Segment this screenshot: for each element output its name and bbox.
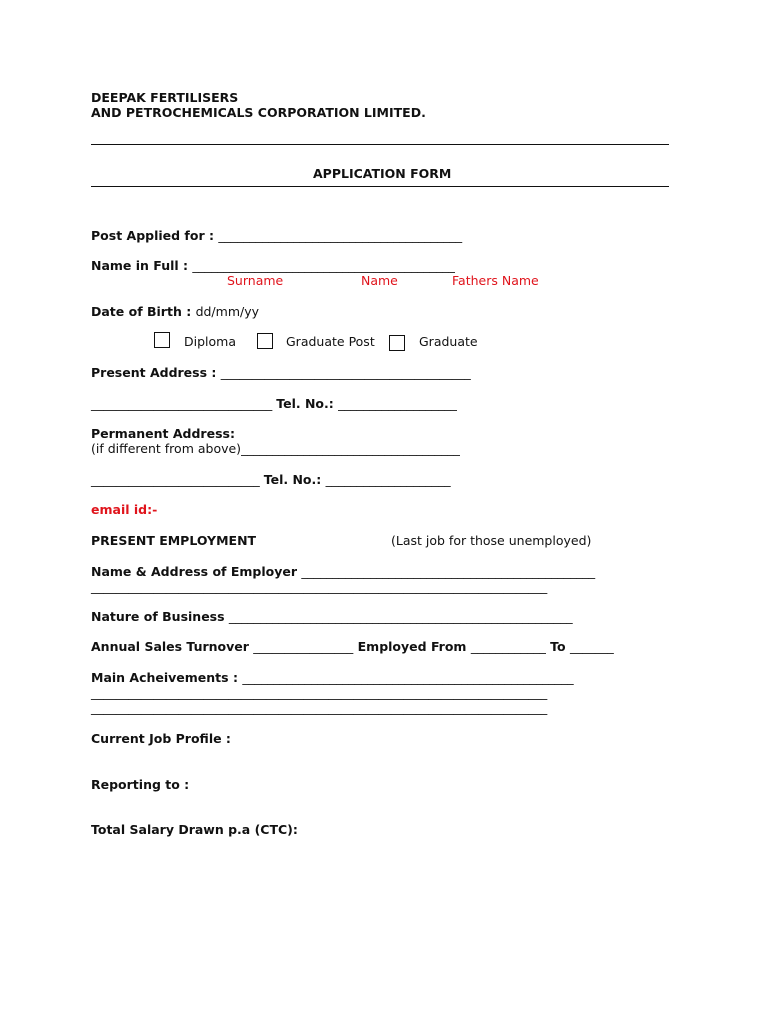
permanent-address-field[interactable]: ___________________________________ — [241, 441, 460, 456]
dob-row — [91, 304, 259, 319]
name-label: Name in Full : — [91, 258, 193, 273]
achievements-field[interactable]: _____________________________________________________ — [242, 670, 574, 685]
graduate-post-label: Graduate Post — [286, 334, 375, 349]
dob-label: Date of Birth : — [91, 304, 196, 319]
present-address-line2-field[interactable]: _____________________________ — [91, 396, 273, 411]
header-rule-top — [91, 144, 669, 145]
permanent-tel-field[interactable]: ____________________ — [325, 472, 451, 487]
employed-from-label: Employed From — [353, 639, 471, 654]
post-applied-label: Post Applied for : — [91, 228, 219, 243]
job-profile-label: Current Job Profile : — [91, 731, 231, 746]
graduate-label: Graduate — [419, 334, 478, 349]
post-applied-field[interactable]: _______________________________________ — [218, 228, 463, 243]
employer-row — [91, 564, 595, 579]
present-employment-note: (Last job for those unemployed) — [391, 533, 592, 548]
diploma-checkbox[interactable] — [154, 332, 170, 348]
graduate-checkbox[interactable] — [389, 335, 405, 351]
present-address-line2-row — [91, 396, 457, 411]
present-tel-label: Tel. No.: — [276, 396, 339, 411]
present-tel-field[interactable]: ___________________ — [338, 396, 457, 411]
header-rule-bottom — [91, 186, 669, 187]
diploma-label: Diploma — [184, 334, 236, 349]
achievements-label: Main Acheivements : — [91, 670, 243, 685]
employer-label: Name & Address of Employer — [91, 564, 302, 579]
present-employment-heading: PRESENT EMPLOYMENT — [91, 533, 257, 548]
turnover-row — [91, 639, 614, 654]
graduate-post-checkbox[interactable] — [257, 333, 273, 349]
turnover-label: Annual Sales Turnover — [91, 639, 254, 654]
turnover-field[interactable]: ________________ — [253, 639, 354, 654]
name-caption: Name — [361, 273, 398, 288]
permanent-tel-label: Tel. No.: — [263, 472, 326, 487]
business-field[interactable]: _______________________________________________________ — [228, 609, 573, 624]
name-row — [91, 258, 455, 273]
employer-line2-field[interactable]: _________________________________________________________________________ — [91, 579, 548, 594]
permanent-address-line2-field[interactable]: ___________________________ — [91, 472, 260, 487]
business-row — [91, 609, 573, 624]
employer-field[interactable]: _______________________________________________ — [301, 564, 596, 579]
fathers-name-caption: Fathers Name — [452, 273, 539, 288]
permanent-address-label: Permanent Address: — [91, 426, 235, 441]
achievements-line2-field[interactable]: _________________________________________________________________________ — [91, 685, 548, 700]
business-label: Nature of Business — [91, 609, 229, 624]
salary-label: Total Salary Drawn p.a (CTC): — [91, 822, 298, 837]
company-name-line2: AND PETROCHEMICALS CORPORATION LIMITED. — [91, 105, 426, 120]
dob-field[interactable]: dd/mm/yy — [195, 304, 260, 319]
permanent-address-row — [91, 441, 460, 456]
to-label: To — [545, 639, 570, 654]
achievements-row — [91, 670, 574, 685]
surname-caption: Surname — [227, 273, 284, 288]
reporting-label: Reporting to : — [91, 777, 190, 792]
present-address-label: Present Address : — [91, 365, 221, 380]
present-address-field[interactable]: ________________________________________ — [220, 365, 471, 380]
company-name-line1: DEEPAK FERTILISERS — [91, 90, 239, 105]
present-address-row — [91, 365, 471, 380]
name-field[interactable]: __________________________________________ — [192, 258, 455, 273]
post-applied-row — [91, 228, 462, 243]
email-label: email id:- — [91, 502, 158, 517]
employed-from-field[interactable]: ____________ — [470, 639, 546, 654]
to-field[interactable]: _______ — [569, 639, 614, 654]
achievements-line3-field[interactable]: _________________________________________________________________________ — [91, 700, 548, 715]
permanent-address-line2-row — [91, 472, 451, 487]
form-title: APPLICATION FORM — [313, 166, 452, 181]
permanent-address-note: (if different from above) — [91, 441, 242, 456]
